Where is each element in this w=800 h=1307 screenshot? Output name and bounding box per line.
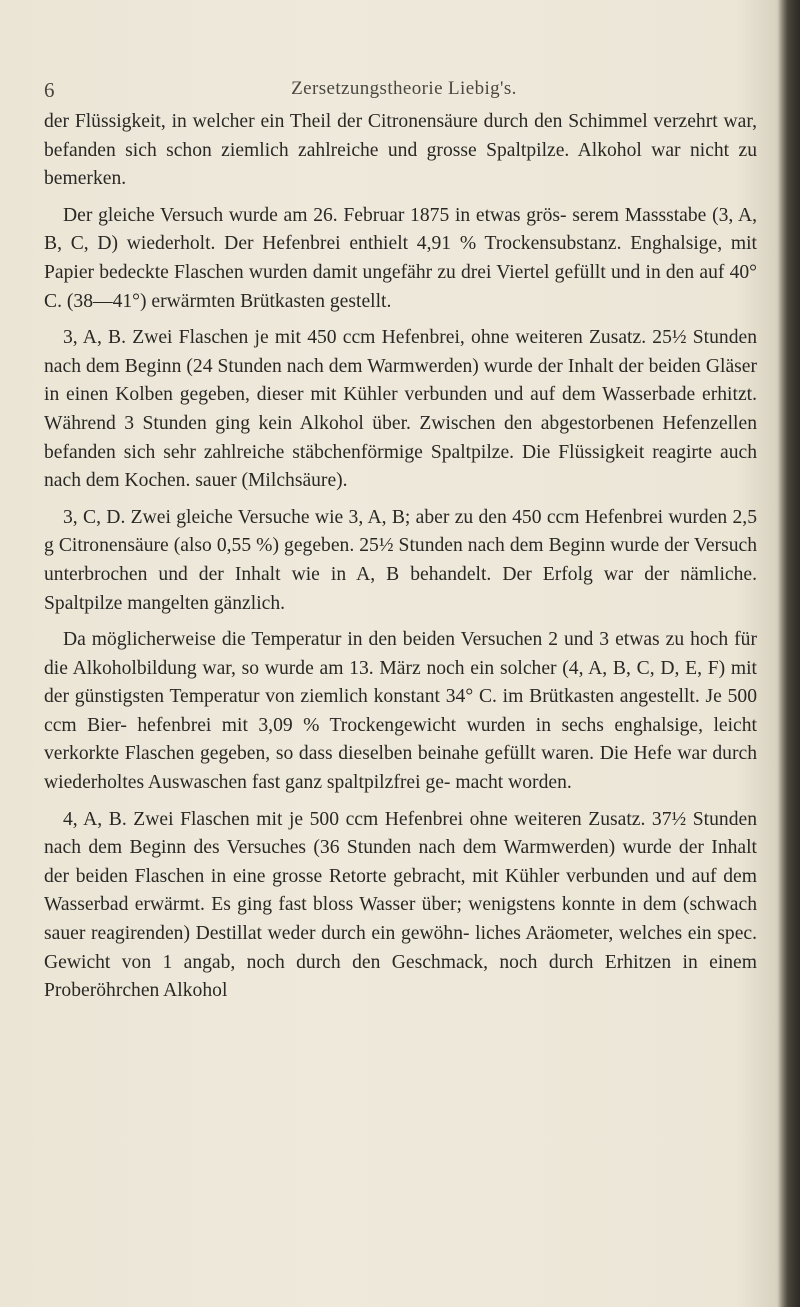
paragraph-experiment-3cd: 3, C, D. Zwei gleiche Versuche wie 3, A, B; aber zu den 450 ccm Hefenbrei wurden 2,5 g Citronensäure (also 0,55 %) gegeben. 25½ Stunden nach dem Beginn wurde der Versuch unterbrochen und der Inhalt wie in A, B behandelt. Der Erfolg war der nämliche. Spaltpilze mangelten gänzlich. — [44, 506, 757, 614]
paragraph-continuation: der Flüssigkeit, in welcher ein Theil der Citronensäure durch den Schimmel verzehrt war, befanden sich schon ziemlich zahlreiche und grosse Spaltpilze. Alkohol war nicht zu bemerken. — [44, 111, 757, 190]
body-text — [44, 108, 757, 1006]
paragraph-experiment-3-intro: Der gleiche Versuch wurde am 26. Februar 1875 in etwas grös- serem Massstabe (3, A, B, C, D) wiederholt. Der Hefenbrei enthielt 4,91 % Trockensubstanz. Enghalsige, mit Papier bedeckte Flaschen wurden damit ungefähr zu drei Viertel gefüllt und in den auf 40° C. (38—41°) erwärmten Brütkasten gestellt. — [44, 204, 757, 312]
page-number: 6 — [44, 78, 55, 102]
paragraph-experiment-4-intro: Da möglicherweise die Temperatur in den beiden Versuchen 2 und 3 etwas zu hoch für die Alkoholbildung war, so wurde am 13. März noch ein solcher (4, A, B, C, D, E, F) mit der günstigsten Temperatur von ziemlich konstant 34° C. im Brütkasten angestellt. Je 500 ccm Bier- hefenbrei mit 3,09 % Trockengewicht wurden in sechs enghalsige, leicht verkorkte Flaschen gegeben, so dass dieselben beinahe gefüllt waren. Die Hefe war durch wiederholtes Auswaschen fast ganz spaltpilzfrei ge- macht worden. — [44, 629, 757, 794]
running-title: Zersetzungstheorie Liebig's. — [291, 78, 517, 99]
paragraph-experiment-3ab: 3, A, B. Zwei Flaschen je mit 450 ccm Hefenbrei, ohne weiteren Zusatz. 25½ Stunden nach dem Beginn (24 Stunden nach dem Warmwerden) wurde der Inhalt der beiden Gläser in einen Kolben gegeben, dieser mit Kühler verbunden und auf dem Wasserbade erhitzt. Während 3 Stunden ging kein Alkohol über. Zwischen den abgestorbenen Hefenzellen befanden sich sehr zahlreiche stäbchenförmige Spaltpilze. Die Flüssigkeit reagirte auch nach dem Kochen. sauer (Milchsäure). — [44, 327, 757, 492]
page-edge-shadow — [778, 0, 800, 1307]
page-header — [44, 76, 764, 106]
paragraph-experiment-4ab: 4, A, B. Zwei Flaschen mit je 500 ccm Hefenbrei ohne weiteren Zusatz. 37½ Stunden nach dem Beginn des Versuches (36 Stunden nach dem Warmwerden) wurde der Inhalt der beiden Flaschen in eine grosse Retorte gebracht, mit Kühler verbunden und auf dem Wasserbad erwärmt. Es ging fast bloss Wasser über; wenigstens konnte in dem (schwach sauer reagirenden) Destillat weder durch ein gewöhn- liches Aräometer, welches ein spec. Gewicht von 1 angab, noch durch den Geschmack, noch durch Erhitzen in einem Proberöhrchen Alkohol — [44, 808, 757, 1002]
